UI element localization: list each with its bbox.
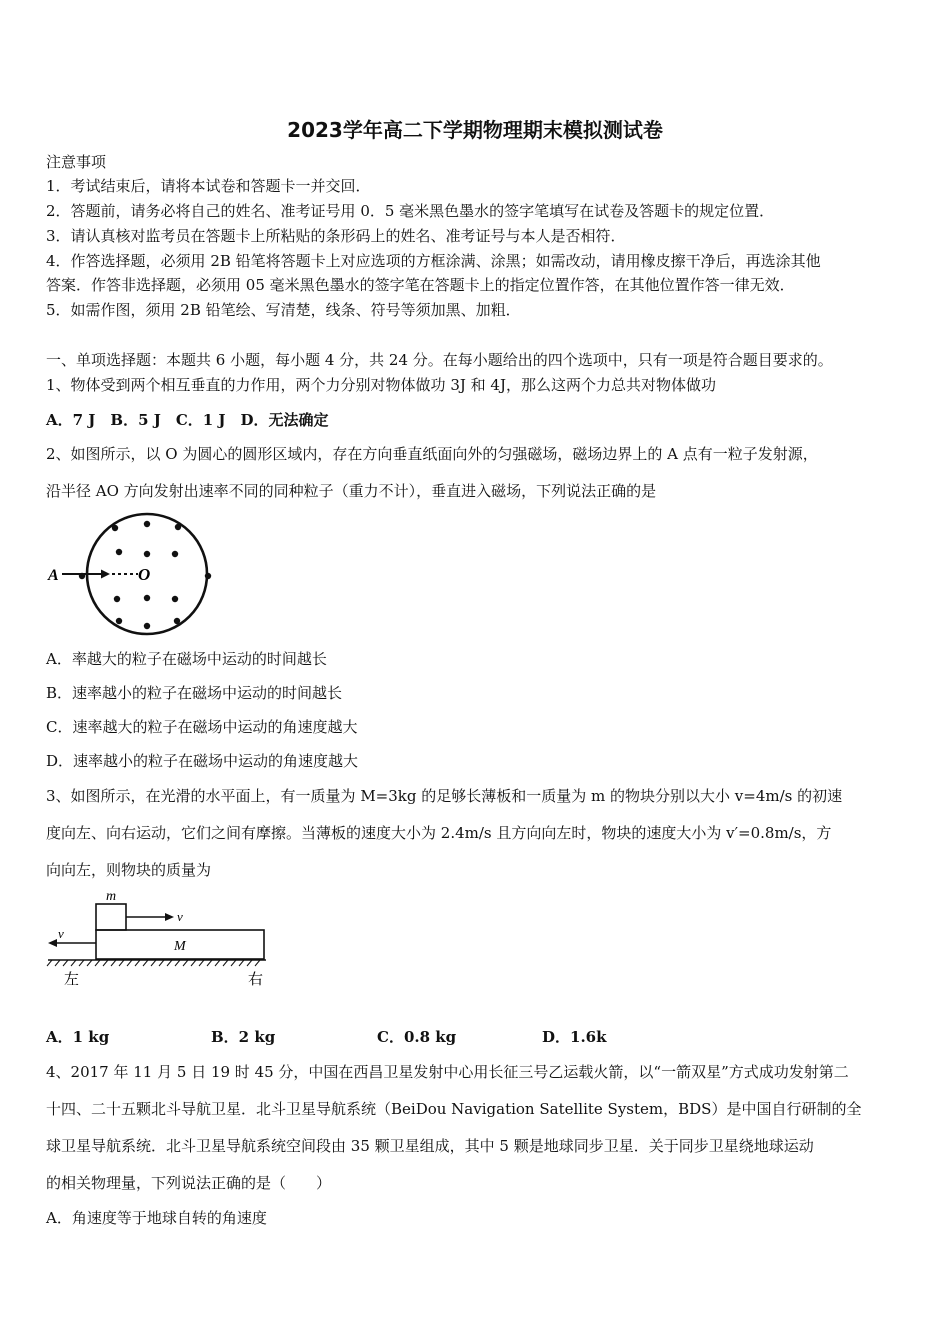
q3-option-b: B．2 kg [211,1028,276,1046]
notice-item-5: 5．如需作图，须用 2B 铅笔绘、写清楚，线条、符号等须加黑、加粗． [46,301,521,319]
label-m: m [106,889,117,904]
q1-stem: 1、物体受到两个相互垂直的力作用，两个力分别对物体做功 3J 和 4J，那么这两个力总共对物体做功 [46,376,716,394]
q3-stem-line1: 3、如图所示，在光滑的水平面上，有一质量为 M=3kg 的足够长薄板和一质量为 m 的物块分别以大小 v=4m/s 的初速 [46,787,843,805]
arrow-head [101,570,110,579]
block-m [96,904,126,930]
notice-item-3: 3．请认真核对监考员在答题卡上所粘贴的条形码上的姓名、准考证号与本人是否相符． [46,227,626,245]
label-right: 右 [248,972,264,988]
q4-stem-line2: 十四、二十五颗北斗导航卫星．北斗卫星导航系统（BeiDou Navigation Satellite System，BDS）是中国自行研制的全 [46,1100,862,1118]
label-left: 左 [64,972,80,988]
board-arrow-head [48,939,57,947]
notice-item-1: 1．考试结束后，请将本试卷和答题卡一并交回． [46,177,371,195]
q3-board-block-figure [44,888,274,990]
q3-option-d: D．1.6k [542,1028,607,1046]
section-heading: 一、单项选择题：本题共 6 小题，每小题 4 分，共 24 分。在每小题给出的四个选项中，只有一项是符合题目要求的。 [46,351,833,369]
block-arrow-head [165,913,174,921]
label-v-block: v [177,909,183,924]
q4-stem-line1: 4、2017 年 11 月 5 日 19 时 45 分，中国在西昌卫星发射中心用长征三号乙运载火箭，以“一箭双星”方式成功发射第二 [46,1063,849,1081]
q3-option-a: A．1 kg [46,1028,110,1046]
notice-item-4: 4．作答选择题，必须用 2B 铅笔将答题卡上对应选项的方框涂满、涂黑；如需改动，请用橡皮擦干净后，再选涂其他 [46,252,821,270]
notice-item-2: 2．答题前，请务必将自己的姓名、准考证号用 0．5 毫米黑色墨水的签字笔填写在试卷及答题卡的规定位置． [46,202,775,220]
q2-option-c: C．速率越大的粒子在磁场中运动的角速度越大 [46,718,358,736]
notice-item-4-cont: 答案．作答非选择题，必须用 05 毫米黑色墨水的签字笔在答题卡上的指定位置作答，在其他位置作答一律无效． [46,276,795,294]
q2-option-a: A．率越大的粒子在磁场中运动的时间越长 [46,650,327,668]
label-A: A [48,567,59,584]
q2-magnetic-field-figure [44,510,229,638]
label-O: O [138,565,151,584]
q3-option-c: C．0.8 kg [377,1028,457,1046]
q4-option-a: A．角速度等于地球自转的角速度 [46,1209,267,1227]
q3-stem-line3: 向向左，则物块的质量为 [46,861,212,879]
q2-option-b: B．速率越小的粒子在磁场中运动的时间越长 [46,684,343,702]
q4-stem-line4: 的相关物理量，下列说法正确的是（ ） [46,1174,332,1192]
label-M: M [174,939,186,954]
label-v-board: v [58,926,64,941]
q2-stem-line2: 沿半径 AO 方向发射出速率不同的同种粒子（重力不计），垂直进入磁场，下列说法正确的是 [46,482,657,500]
q3-stem-line2: 度向左、向右运动，它们之间有摩擦。当薄板的速度大小为 2.4m/s 且方向向左时，物块的速度大小为 v′=0.8m/s，方 [46,824,832,842]
q4-stem-line3: 球卫星导航系统．北斗卫星导航系统空间段由 35 颗卫星组成，其中 5 颗是地球同步卫星．关于同步卫星绕地球运动 [46,1137,814,1155]
q2-stem-line1: 2、如图所示，以 O 为圆心的圆形区域内，存在方向垂直纸面向外的匀强磁场，磁场边界上的 A 点有一粒子发射源， [46,445,818,463]
page-title: 2023学年高二下学期物理期末模拟测试卷 [287,118,663,142]
q2-option-d: D．速率越小的粒子在磁场中运动的角速度越大 [46,752,359,770]
ground-hatching [47,960,260,966]
q1-options: A．7 J B．5 J C．1 J D．无法确定 [46,411,329,429]
notice-heading: 注意事项 [46,153,107,171]
